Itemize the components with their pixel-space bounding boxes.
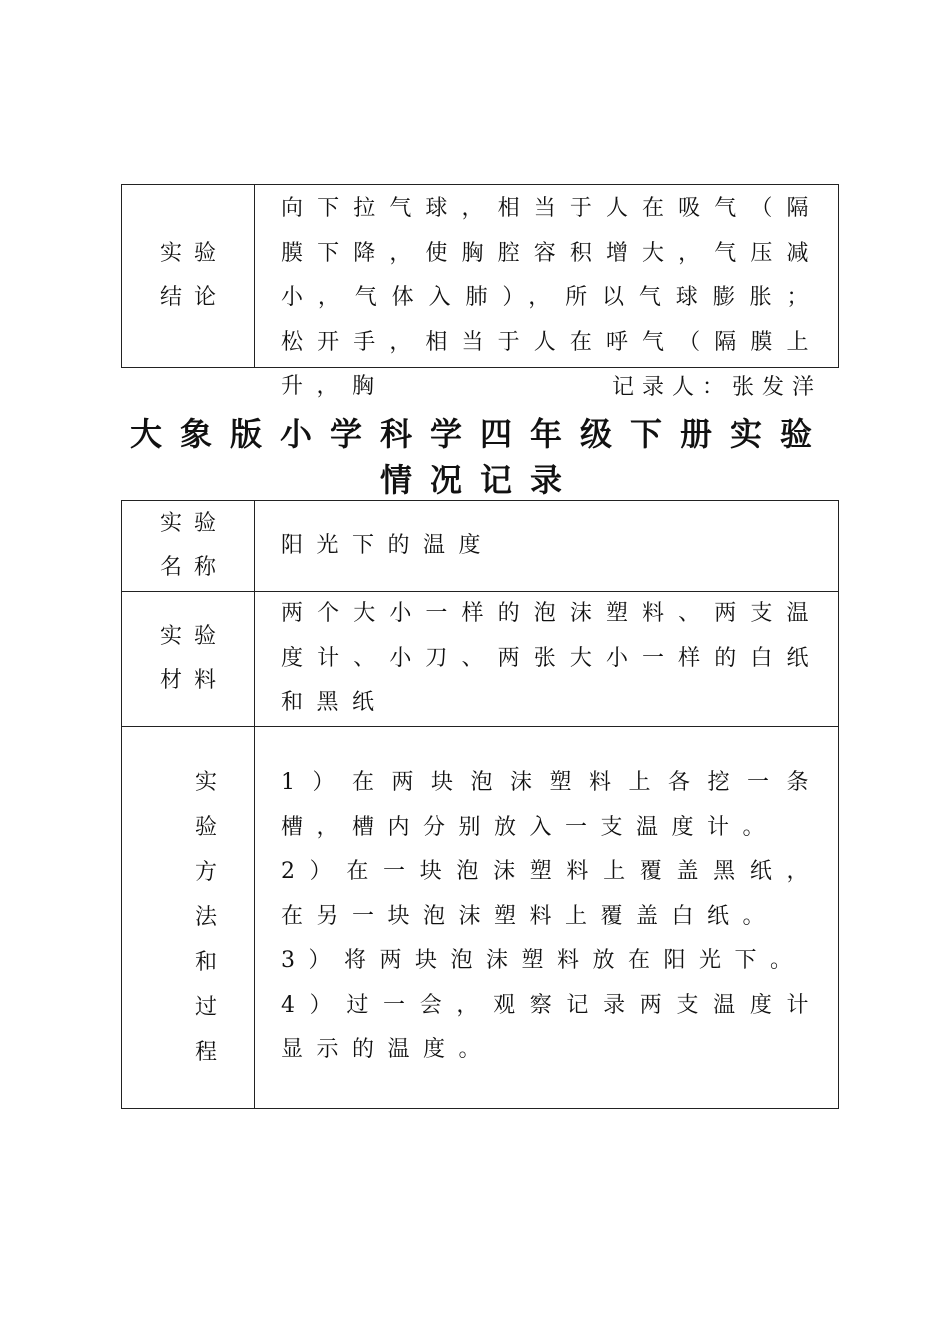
conclusion-label: 实验结论: [159, 241, 228, 310]
experiment-materials-label-cell: [122, 592, 255, 727]
page-title-line-2: 情况记录: [379, 461, 580, 499]
experiment-name-label: 实验名称: [159, 511, 228, 580]
experiment-method-steps: [255, 726, 839, 1108]
experiment-materials-label: 实验材料: [159, 623, 228, 693]
method-label-char: 过: [194, 994, 217, 1020]
method-label-char: 验: [194, 814, 217, 840]
experiment-name-row: [122, 501, 839, 592]
experiment-name-value: 阳光下的温度: [255, 501, 839, 592]
conclusion-text: 向下拉气球，相当于人在吸气（隔膜下降，使胸腔容积增大，气压减小，气体入肺），所以气球膨胀；松开手，相当于人在呼气（隔膜上升，胸: [281, 196, 822, 399]
experiment-method-label: [132, 760, 244, 1075]
experiment-method-row: [122, 726, 839, 1108]
recorder-name: 记录人：张发洋: [611, 375, 822, 400]
method-label-char: 法: [194, 904, 217, 930]
conclusion-label-cell: [122, 185, 255, 368]
method-label-char: 方: [194, 859, 217, 885]
method-step: 3）将两块泡沫塑料放在阳光下。: [281, 948, 806, 974]
experiment-record-table: [121, 500, 839, 1109]
method-label-char: 程: [194, 1039, 217, 1065]
page-title-line-1: 大象版小学科学四年级下册实验: [129, 415, 830, 453]
method-step: 4）过一会，观察记录两支温度计显示的温度。: [281, 992, 822, 1063]
conclusion-row: [122, 185, 839, 368]
method-label-char: 和: [194, 949, 217, 975]
experiment-materials-row: [122, 592, 839, 727]
method-step: 1）在两块泡沫塑料上各挖一条槽，槽内分别放入一支温度计。: [281, 770, 822, 840]
experiment-name-label-cell: [122, 501, 255, 592]
experiment-materials-value: 两个大小一样的泡沫塑料、两支温度计、小刀、两张大小一样的白纸和黑纸: [255, 592, 839, 727]
method-label-char: 实: [194, 769, 217, 795]
experiment-method-label-cell: [122, 726, 255, 1108]
method-step: 2）在一块泡沫塑料上覆盖黑纸，在另一块泡沫塑料上覆盖白纸。: [281, 859, 822, 929]
